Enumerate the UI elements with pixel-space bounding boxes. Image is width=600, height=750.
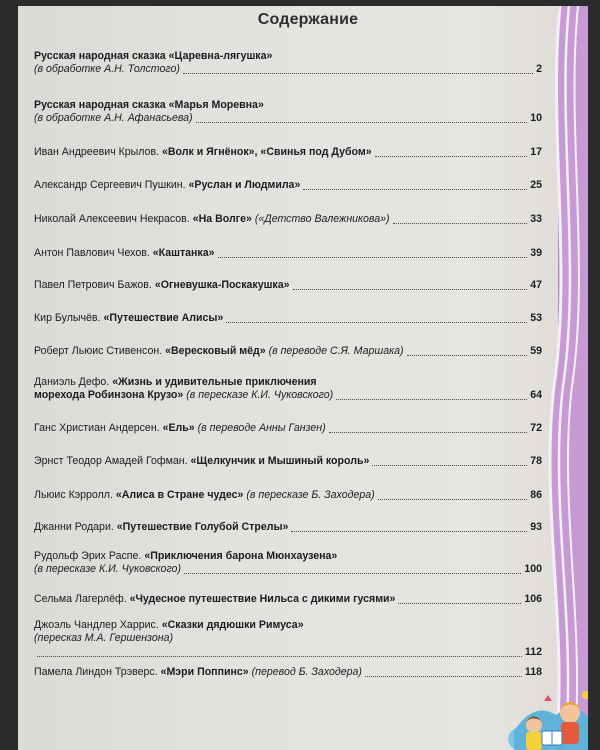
- children-illustration: [504, 681, 588, 750]
- entry-author: Эрнст Теодор Амадей Гофман.: [34, 455, 188, 467]
- toc-entry[interactable]: [34, 489, 542, 502]
- entry-author: Александр Сергеевич Пушкин.: [34, 179, 186, 191]
- toc-entry[interactable]: [34, 422, 542, 435]
- entry-author: Льюис Кэрролл.: [34, 489, 113, 501]
- entry-work: «Чудесное путешествие Нильса с дикими гусями»: [129, 593, 396, 605]
- leader-dots: [336, 398, 527, 400]
- page-number: 2: [536, 63, 542, 75]
- leader-dots: [378, 498, 528, 500]
- leader-dots: [303, 188, 527, 190]
- entry-work: «Мэри Поппинс»: [160, 666, 249, 678]
- entry-work: «Путешествие Алисы»: [103, 312, 224, 324]
- page-number: 118: [524, 666, 542, 678]
- leader-dots: [365, 675, 522, 677]
- page-number: 93: [530, 521, 542, 533]
- entry-note: (в пересказе К.И. Чуковского): [34, 563, 181, 575]
- toc-entry[interactable]: [34, 50, 542, 76]
- toc-entry[interactable]: [34, 312, 542, 325]
- entry-title: Русская народная сказка «Царевна-лягушка»: [34, 50, 273, 62]
- toc-entry[interactable]: [34, 213, 542, 226]
- entry-work: «Сказки дядюшки Римуса»: [161, 619, 304, 631]
- leader-dots: [218, 256, 528, 258]
- entry-author: Роберт Льюис Стивенсон.: [34, 345, 163, 357]
- entry-work: «Щелкунчик и Мышиный король»: [190, 455, 370, 467]
- entry-author: Памела Линдон Трэверс.: [34, 666, 158, 678]
- entry-note: (в переводе Анны Ганзен): [197, 422, 326, 434]
- toc-entry[interactable]: [34, 247, 542, 260]
- toc-entry[interactable]: [34, 666, 542, 679]
- entry-author: Рудольф Эрих Распе.: [34, 550, 142, 562]
- leader-dots: [291, 530, 527, 532]
- leader-dots: [372, 464, 527, 466]
- entry-author: Джоэль Чандлер Харрис.: [34, 619, 159, 631]
- entry-work: «Вересковый мёд»: [165, 345, 266, 357]
- entry-note: («Детство Валежникова»): [254, 213, 390, 225]
- entry-note: (в переводе С.Я. Маршака): [268, 345, 404, 357]
- toc-entry[interactable]: [34, 521, 542, 534]
- entry-author: Сельма Лагерлёф.: [34, 593, 127, 605]
- entry-work: «Жизнь и удивительные приключения: [112, 376, 317, 388]
- entry-work: «Огневушка-Поскакушка»: [154, 279, 290, 291]
- entry-author: Иван Андреевич Крылов.: [34, 146, 160, 158]
- toc-entry[interactable]: [34, 279, 542, 292]
- page-number: 53: [530, 312, 542, 324]
- entry-note: (в обработке А.Н. Афанасьева): [34, 112, 193, 124]
- entry-author: Антон Павлович Чехов.: [34, 247, 150, 259]
- entry-author: Ганс Христиан Андерсен.: [34, 422, 160, 434]
- leader-dots: [407, 354, 528, 356]
- entry-note: (в обработке А.Н. Толстого): [34, 63, 180, 75]
- entry-work: «Алиса в Стране чудес»: [115, 489, 244, 501]
- toc-entry[interactable]: [34, 146, 542, 159]
- leader-dots: [329, 431, 528, 433]
- toc-entry[interactable]: [34, 345, 542, 358]
- page-number: 78: [530, 455, 542, 467]
- toc-entry[interactable]: [34, 550, 542, 576]
- entry-note: (в пересказе К.И. Чуковского): [186, 389, 334, 401]
- entry-work: «Руслан и Людмила»: [188, 179, 301, 191]
- leader-dots: [293, 288, 528, 290]
- leader-dots: [393, 222, 528, 224]
- page-number: 72: [530, 422, 542, 434]
- entry-note: (пересказ М.А. Гершензона): [34, 632, 174, 644]
- page-number: 64: [530, 389, 542, 401]
- page-title: Содержание: [257, 11, 359, 28]
- book-page: [18, 6, 588, 750]
- toc-entry[interactable]: [34, 619, 542, 659]
- entry-author: Павел Петрович Бажов.: [34, 279, 152, 291]
- leader-dots: [375, 155, 528, 157]
- page-number: 39: [530, 247, 542, 259]
- leader-dots: [184, 572, 521, 574]
- entry-work: «Путешествие Голубой Стрелы»: [116, 521, 289, 533]
- entry-work: «Каштанка»: [152, 247, 215, 259]
- leader-dots: [37, 655, 522, 657]
- page-number: 10: [530, 112, 542, 124]
- page-number: 47: [530, 279, 542, 291]
- leader-dots: [398, 602, 521, 604]
- entry-title: Русская народная сказка «Марья Моревна»: [34, 99, 264, 111]
- page-number: 59: [530, 345, 542, 357]
- toc-entry[interactable]: [34, 593, 542, 606]
- page-number: 106: [524, 593, 542, 605]
- page-number: 25: [530, 179, 542, 191]
- page-number: 112: [524, 646, 542, 658]
- leader-dots: [226, 321, 527, 323]
- entry-note: (в пересказе Б. Заходера): [246, 489, 375, 501]
- toc-entry[interactable]: [34, 99, 542, 125]
- entry-work: «На Волге»: [192, 213, 252, 225]
- leader-dots: [183, 72, 533, 74]
- leader-dots: [196, 121, 528, 123]
- entry-author: Кир Булычёв.: [34, 312, 101, 324]
- toc-entry[interactable]: [34, 376, 542, 402]
- page-number: 100: [524, 563, 542, 575]
- entry-author: Джанни Родари.: [34, 521, 114, 533]
- entry-work-continued: морехода Робинзона Крузо»: [34, 389, 184, 401]
- entry-work: «Приключения барона Мюнхаузена»: [144, 550, 338, 562]
- page-number: 17: [530, 146, 542, 158]
- decorative-wave: [538, 6, 588, 750]
- page-number: 33: [530, 213, 542, 225]
- entry-note: (перевод Б. Заходера): [251, 666, 362, 678]
- entry-author: Даниэль Дефо.: [34, 376, 110, 388]
- entry-work: «Волк и Ягнёнок», «Свинья под Дубом»: [161, 146, 372, 158]
- toc-entry[interactable]: [34, 455, 542, 468]
- toc-entry[interactable]: [34, 179, 542, 192]
- entry-author: Николай Алексеевич Некрасов.: [34, 213, 190, 225]
- entry-work: «Ель»: [162, 422, 195, 434]
- page-number: 86: [530, 489, 542, 501]
